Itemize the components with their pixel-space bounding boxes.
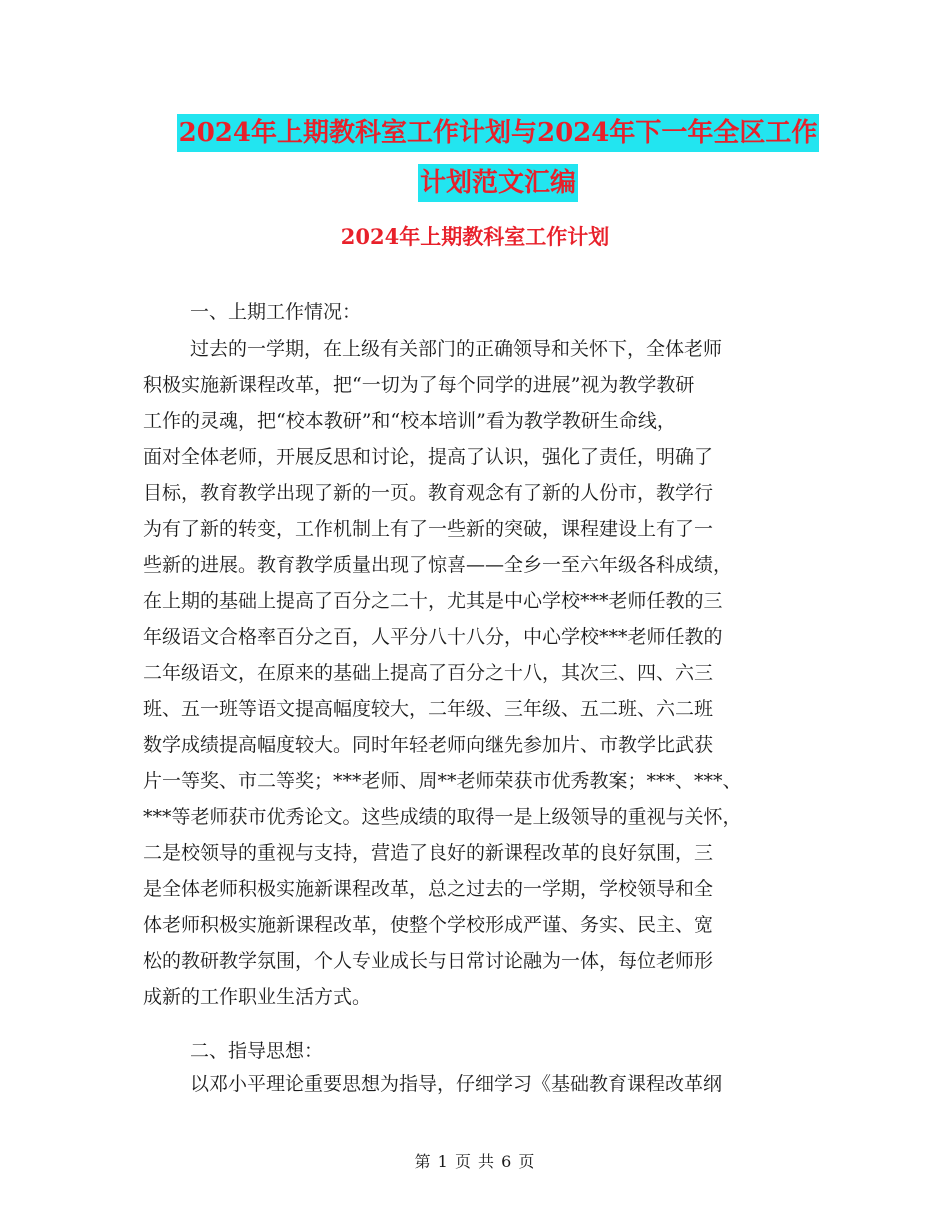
paragraph-line: 些新的进展。教育教学质量出现了惊喜——全乡一至六年级各科成绩， (143, 554, 733, 576)
paragraph-line: 在上期的基础上提高了百分之二十，尤其是中心学校***老师任教的三 (143, 590, 723, 612)
paragraph-line: 数学成绩提高幅度较大。同时年轻老师向继先参加片、市教学比武获 (143, 734, 714, 756)
paragraph-line: 以邓小平理论重要思想为指导，仔细学习《基础教育课程改革纲 (190, 1073, 723, 1095)
paragraph-line: 班、五一班等语文提高幅度较大，二年级、三年级、五二班、六二班 (143, 698, 714, 720)
paragraph-line: 过去的一学期，在上级有关部门的正确领导和关怀下，全体老师 (190, 338, 723, 360)
paragraph-line: 体老师积极实施新课程改革，使整个学校形成严谨、务实、民主、宽 (143, 914, 714, 936)
title-line-1: 2024年上期教科室工作计划与2024年下一年全区工作 (177, 114, 820, 152)
paragraph-line: 年级语文合格率百分之百，人平分八十八分，中心学校***老师任教的 (143, 626, 723, 648)
paragraph-work-situation (143, 331, 823, 1015)
paragraph-line: 二年级语文，在原来的基础上提高了百分之十八，其次三、四、六三 (143, 662, 714, 684)
paragraph-line: 面对全体老师，开展反思和讨论，提高了认识，强化了责任，明确了 (143, 446, 714, 468)
paragraph-line: 为有了新的转变，工作机制上有了一些新的突破，课程建设上有了一 (143, 518, 714, 540)
heading-guiding-ideology: 二、指导思想： (190, 1040, 324, 1062)
paragraph-line: 成新的工作职业生活方式。 (143, 986, 372, 1008)
paragraph-line: 松的教研教学氛围，个人专业成长与日常讨论融为一体，每位老师形 (143, 950, 714, 972)
paragraph-line: 片一等奖、市二等奖；***老师、周**老师荣获市优秀教案；***、***、 (143, 770, 742, 792)
paragraph-line: ***等老师获市优秀论文。这些成绩的取得一是上级领导的重视与关怀， (143, 806, 742, 828)
paragraph-line: 积极实施新课程改革，把“一切为了每个同学的进展”视为教学教研 (143, 374, 695, 396)
paragraph-line: 目标，教育教学出现了新的一页。教育观念有了新的人份市，教学行 (143, 482, 714, 504)
heading-work-situation: 一、上期工作情况： (190, 301, 362, 323)
paragraph-line: 二是校领导的重视与支持，营造了良好的新课程改革的良好氛围，三 (143, 842, 714, 864)
paragraph-line: 是全体老师积极实施新课程改革，总之过去的一学期，学校领导和全 (143, 878, 714, 900)
section-title: 2024年上期教科室工作计划 (340, 224, 610, 249)
page-footer: 第 1 页 共 6 页 (414, 1152, 536, 1171)
document-title (120, 108, 876, 208)
title-line-2: 计划范文汇编 (418, 164, 578, 202)
paragraph-line: 工作的灵魂，把“校本教研”和“校本培训”看为教学教研生命线， (143, 410, 676, 432)
paragraph-guiding-ideology (143, 1066, 823, 1102)
